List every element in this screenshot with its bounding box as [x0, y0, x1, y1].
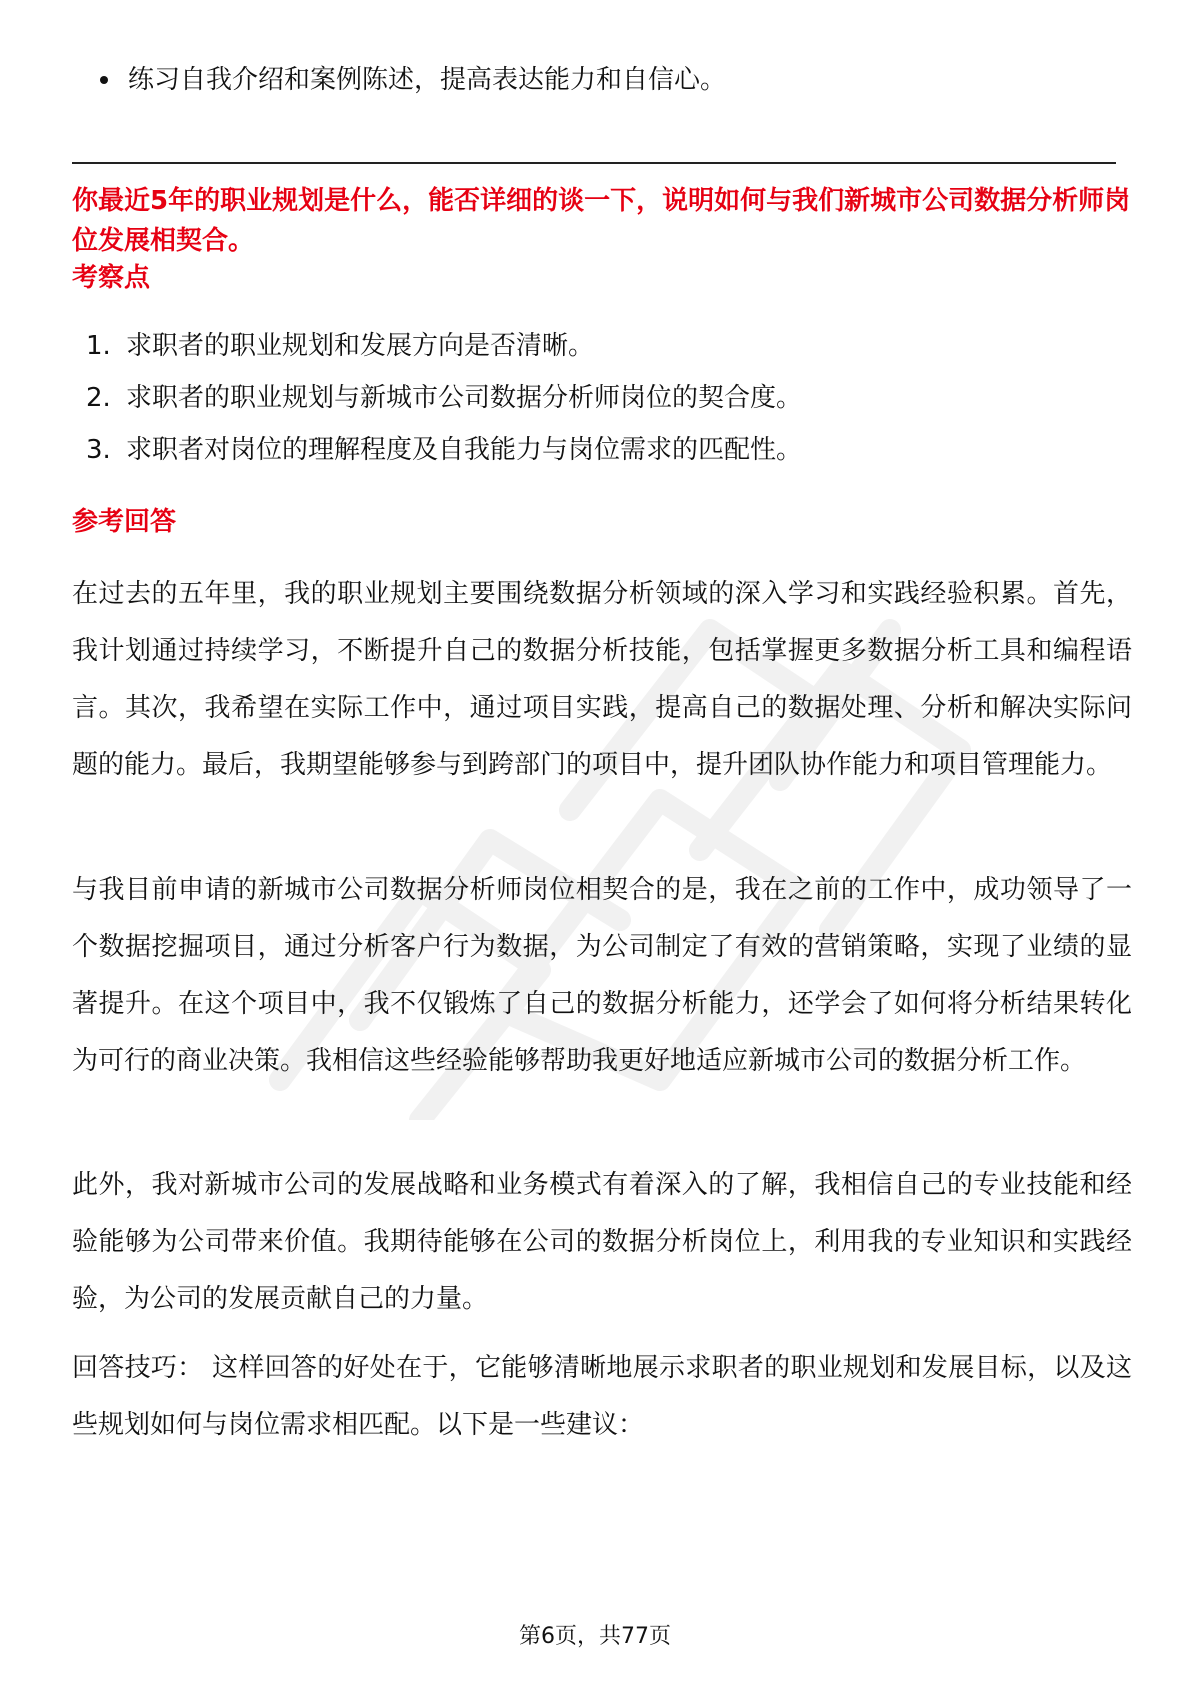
bullet-text: 练习自我介绍和案例陈述，提高表达能力和自信心。	[128, 65, 727, 95]
bullet-dot-icon	[100, 76, 108, 84]
section-divider	[72, 162, 1116, 164]
list-item	[86, 326, 1126, 366]
list-item-number: 1.	[86, 331, 111, 361]
answer-paragraph: 与我目前申请的新城市公司数据分析师岗位相契合的是，我在之前的工作中，成功领导了一个数据挖掘项目，通过分析客户行为数据，为公司制定了有效的营销策略，实现了业绩的显著提升。在这个项目中，我不仅锻炼了自己的数据分析能力，还学会了如何将分析结果转化为可行的商业决策。我相信这些经验能够帮助我更好地适应新城市公司的数据分析工作。	[72, 875, 1132, 1076]
list-item-text: 求职者对岗位的理解程度及自我能力与岗位需求的匹配性。	[126, 435, 803, 465]
bullet-item	[100, 60, 1100, 100]
answer-paragraph: 此外，我对新城市公司的发展战略和业务模式有着深入的了解，我相信自己的专业技能和经验能够为公司带来价值。我期待能够在公司的数据分析岗位上，利用我的专业知识和实践经验，为公司的发展贡献自己的力量。	[72, 1170, 1132, 1314]
list-item-text: 求职者的职业规划与新城市公司数据分析师岗位的契合度。	[126, 383, 803, 413]
reference-answer-heading: 参考回答	[72, 507, 177, 537]
list-item	[86, 378, 1126, 418]
page-number-footer: 第6页，共77页	[519, 1624, 671, 1649]
question-heading: 你最近5年的职业规划是什么，能否详细的谈一下，说明如何与我们新城市公司数据分析师岗位发展相契合。	[72, 186, 1131, 256]
answer-paragraph: 在过去的五年里，我的职业规划主要围绕数据分析领域的深入学习和实践经验积累。首先，我计划通过持续学习，不断提升自己的数据分析技能，包括掌握更多数据分析工具和编程语言。其次，我希望在实际工作中，通过项目实践，提高自己的数据处理、分析和解决实际问题的能力。最后，我期望能够参与到跨部门的项目中，提升团队协作能力和项目管理能力。	[72, 579, 1132, 780]
answer-tips-paragraph: 回答技巧： 这样回答的好处在于，它能够清晰地展示求职者的职业规划和发展目标，以及这些规划如何与岗位需求相匹配。以下是一些建议：	[72, 1353, 1132, 1440]
list-item-text: 求职者的职业规划和发展方向是否清晰。	[126, 331, 595, 361]
exam-points-heading: 考察点	[72, 263, 151, 293]
list-item	[86, 430, 1126, 470]
list-item-number: 3.	[86, 435, 111, 465]
list-item-number: 2.	[86, 383, 111, 413]
